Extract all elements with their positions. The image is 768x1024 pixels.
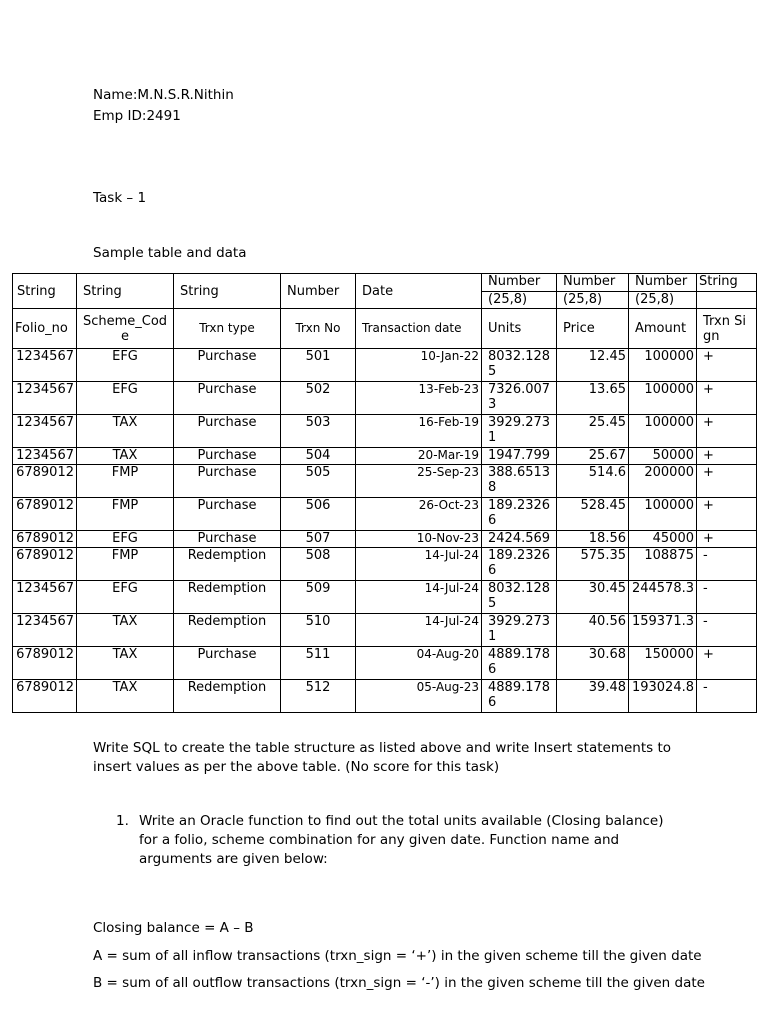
cell-folio: 6789012 — [13, 531, 77, 548]
cell-trxn-type: Purchase — [174, 415, 281, 448]
cell-units: 1947.799 — [482, 448, 557, 465]
cell-units: 189.23266 — [482, 498, 557, 531]
cell-folio: 6789012 — [13, 498, 77, 531]
column-header-units: Units — [482, 309, 557, 349]
cell-folio: 1234567 — [13, 415, 77, 448]
type-cell-price: Number — [557, 274, 629, 292]
cell-folio: 1234567 — [13, 349, 77, 382]
cell-folio: 1234567 — [13, 614, 77, 647]
cell-amount: 200000 — [629, 465, 697, 498]
cell-amount: 50000 — [629, 448, 697, 465]
cell-folio: 1234567 — [13, 382, 77, 415]
cell-sign: + — [697, 498, 757, 531]
cell-amount: 100000 — [629, 349, 697, 382]
cell-scheme: TAX — [77, 415, 174, 448]
table-row — [13, 448, 757, 465]
cell-sign: + — [697, 531, 757, 548]
cell-trxn-no: 502 — [281, 382, 356, 415]
cell-units: 3929.2731 — [482, 614, 557, 647]
table-row — [13, 349, 757, 382]
cell-sign: + — [697, 349, 757, 382]
cell-trxn-type: Redemption — [174, 680, 281, 713]
task-heading: Task – 1 — [93, 190, 147, 206]
cell-trxn-no: 511 — [281, 647, 356, 680]
precision-cell-units: (25,8) — [482, 292, 557, 309]
cell-date: 04-Aug-20 — [356, 647, 482, 680]
cell-trxn-no: 506 — [281, 498, 356, 531]
employee-name: Name:M.N.S.R.Nithin — [93, 87, 234, 103]
cell-amount: 159371.3 — [629, 614, 697, 647]
cell-sign: + — [697, 647, 757, 680]
type-cell-date: Date — [356, 274, 482, 309]
cell-date: 13-Feb-23 — [356, 382, 482, 415]
cell-scheme: EFG — [77, 531, 174, 548]
cell-price: 30.45 — [557, 581, 629, 614]
cell-date: 14-Jul-24 — [356, 581, 482, 614]
definition-a: A = sum of all inflow transactions (trxn_sign = ‘+’) in the given scheme till the given date — [93, 948, 702, 964]
definition-b: B = sum of all outflow transactions (trxn_sign = ‘-’) in the given scheme till the given date — [93, 975, 705, 991]
cell-units: 189.23266 — [482, 548, 557, 581]
table-row — [13, 382, 757, 415]
cell-units: 8032.1285 — [482, 581, 557, 614]
cell-amount: 45000 — [629, 531, 697, 548]
cell-trxn-type: Purchase — [174, 498, 281, 531]
table-row — [13, 465, 757, 498]
column-header-trxn-no: Trxn No — [281, 309, 356, 349]
cell-scheme: TAX — [77, 448, 174, 465]
cell-amount: 100000 — [629, 382, 697, 415]
cell-units: 8032.1285 — [482, 349, 557, 382]
column-header-scheme: Scheme_Code — [77, 309, 174, 349]
cell-units: 3929.2731 — [482, 415, 557, 448]
column-header-price: Price — [557, 309, 629, 349]
type-cell-sign: String — [697, 274, 757, 292]
cell-date: 20-Mar-19 — [356, 448, 482, 465]
type-cell-folio: String — [13, 274, 77, 309]
cell-trxn-no: 509 — [281, 581, 356, 614]
list-item-1: Write an Oracle function to find out the total units available (Closing balance) for a folio, scheme combination for any given date. Function name and arguments are given below: — [139, 813, 664, 867]
cell-sign: + — [697, 465, 757, 498]
cell-folio: 6789012 — [13, 548, 77, 581]
column-header-folio: Folio_no — [13, 309, 77, 349]
cell-folio: 6789012 — [13, 465, 77, 498]
column-header-sign: Trxn Sign — [697, 309, 757, 349]
cell-trxn-type: Purchase — [174, 382, 281, 415]
cell-date: 10-Nov-23 — [356, 531, 482, 548]
cell-trxn-no: 510 — [281, 614, 356, 647]
cell-scheme: TAX — [77, 680, 174, 713]
intro-paragraph: Write SQL to create the table structure as listed above and write Insert statements to insert values as per the above table. (No score for this task) — [93, 740, 672, 775]
cell-price: 12.45 — [557, 349, 629, 382]
table-row — [13, 647, 757, 680]
table-row — [13, 498, 757, 531]
column-header-trxn-type: Trxn type — [174, 309, 281, 349]
cell-scheme: EFG — [77, 349, 174, 382]
cell-units: 4889.1786 — [482, 647, 557, 680]
cell-trxn-type: Purchase — [174, 465, 281, 498]
cell-trxn-no: 503 — [281, 415, 356, 448]
cell-amount: 100000 — [629, 415, 697, 448]
cell-scheme: FMP — [77, 498, 174, 531]
table-body — [13, 349, 757, 713]
cell-amount: 150000 — [629, 647, 697, 680]
cell-trxn-type: Redemption — [174, 581, 281, 614]
cell-folio: 6789012 — [13, 680, 77, 713]
cell-price: 514.6 — [557, 465, 629, 498]
cell-scheme: TAX — [77, 647, 174, 680]
employee-id: Emp ID:2491 — [93, 108, 181, 124]
cell-scheme: FMP — [77, 548, 174, 581]
table-row — [13, 680, 757, 713]
table-row — [13, 415, 757, 448]
cell-sign: - — [697, 548, 757, 581]
cell-trxn-type: Redemption — [174, 548, 281, 581]
transactions-table — [12, 273, 757, 713]
cell-folio: 1234567 — [13, 448, 77, 465]
cell-sign: - — [697, 680, 757, 713]
cell-date: 05-Aug-23 — [356, 680, 482, 713]
cell-units: 388.65138 — [482, 465, 557, 498]
cell-date: 16-Feb-19 — [356, 415, 482, 448]
table-row — [13, 614, 757, 647]
cell-price: 13.65 — [557, 382, 629, 415]
cell-units: 2424.569 — [482, 531, 557, 548]
cell-scheme: EFG — [77, 382, 174, 415]
type-cell-trxn-no: Number — [281, 274, 356, 309]
cell-date: 25-Sep-23 — [356, 465, 482, 498]
cell-trxn-no: 501 — [281, 349, 356, 382]
cell-amount: 108875 — [629, 548, 697, 581]
cell-trxn-no: 512 — [281, 680, 356, 713]
cell-folio: 6789012 — [13, 647, 77, 680]
cell-date: 10-Jan-22 — [356, 349, 482, 382]
cell-price: 528.45 — [557, 498, 629, 531]
table-row — [13, 531, 757, 548]
column-header-date: Transaction date — [356, 309, 482, 349]
precision-cell-amount: (25,8) — [629, 292, 697, 309]
cell-trxn-type: Purchase — [174, 531, 281, 548]
cell-trxn-no: 507 — [281, 531, 356, 548]
cell-trxn-type: Purchase — [174, 647, 281, 680]
cell-units: 4889.1786 — [482, 680, 557, 713]
cell-date: 14-Jul-24 — [356, 548, 482, 581]
cell-trxn-no: 505 — [281, 465, 356, 498]
cell-date: 26-Oct-23 — [356, 498, 482, 531]
list-number: 1. — [116, 813, 129, 829]
cell-price: 575.35 — [557, 548, 629, 581]
cell-sign: + — [697, 415, 757, 448]
table-caption: Sample table and data — [93, 245, 247, 261]
cell-trxn-no: 504 — [281, 448, 356, 465]
cell-sign: - — [697, 581, 757, 614]
cell-trxn-type: Purchase — [174, 448, 281, 465]
cell-amount: 244578.3 — [629, 581, 697, 614]
type-cell-trxn-type: String — [174, 274, 281, 309]
cell-units: 7326.0073 — [482, 382, 557, 415]
cell-price: 25.67 — [557, 448, 629, 465]
cell-date: 14-Jul-24 — [356, 614, 482, 647]
cell-trxn-no: 508 — [281, 548, 356, 581]
precision-cell-price: (25,8) — [557, 292, 629, 309]
cell-scheme: FMP — [77, 465, 174, 498]
table-row — [13, 581, 757, 614]
closing-balance-formula: Closing balance = A – B — [93, 920, 254, 936]
column-header-amount: Amount — [629, 309, 697, 349]
cell-price: 25.45 — [557, 415, 629, 448]
cell-price: 40.56 — [557, 614, 629, 647]
cell-price: 18.56 — [557, 531, 629, 548]
table-row — [13, 548, 757, 581]
cell-folio: 1234567 — [13, 581, 77, 614]
cell-sign: + — [697, 382, 757, 415]
type-cell-units: Number — [482, 274, 557, 292]
cell-price: 39.48 — [557, 680, 629, 713]
cell-scheme: EFG — [77, 581, 174, 614]
cell-amount: 193024.8 — [629, 680, 697, 713]
cell-sign: - — [697, 614, 757, 647]
type-cell-scheme: String — [77, 274, 174, 309]
type-cell-amount: Number — [629, 274, 697, 292]
cell-sign: + — [697, 448, 757, 465]
cell-amount: 100000 — [629, 498, 697, 531]
cell-scheme: TAX — [77, 614, 174, 647]
precision-cell-empty — [697, 292, 757, 309]
cell-price: 30.68 — [557, 647, 629, 680]
cell-trxn-type: Purchase — [174, 349, 281, 382]
cell-trxn-type: Redemption — [174, 614, 281, 647]
